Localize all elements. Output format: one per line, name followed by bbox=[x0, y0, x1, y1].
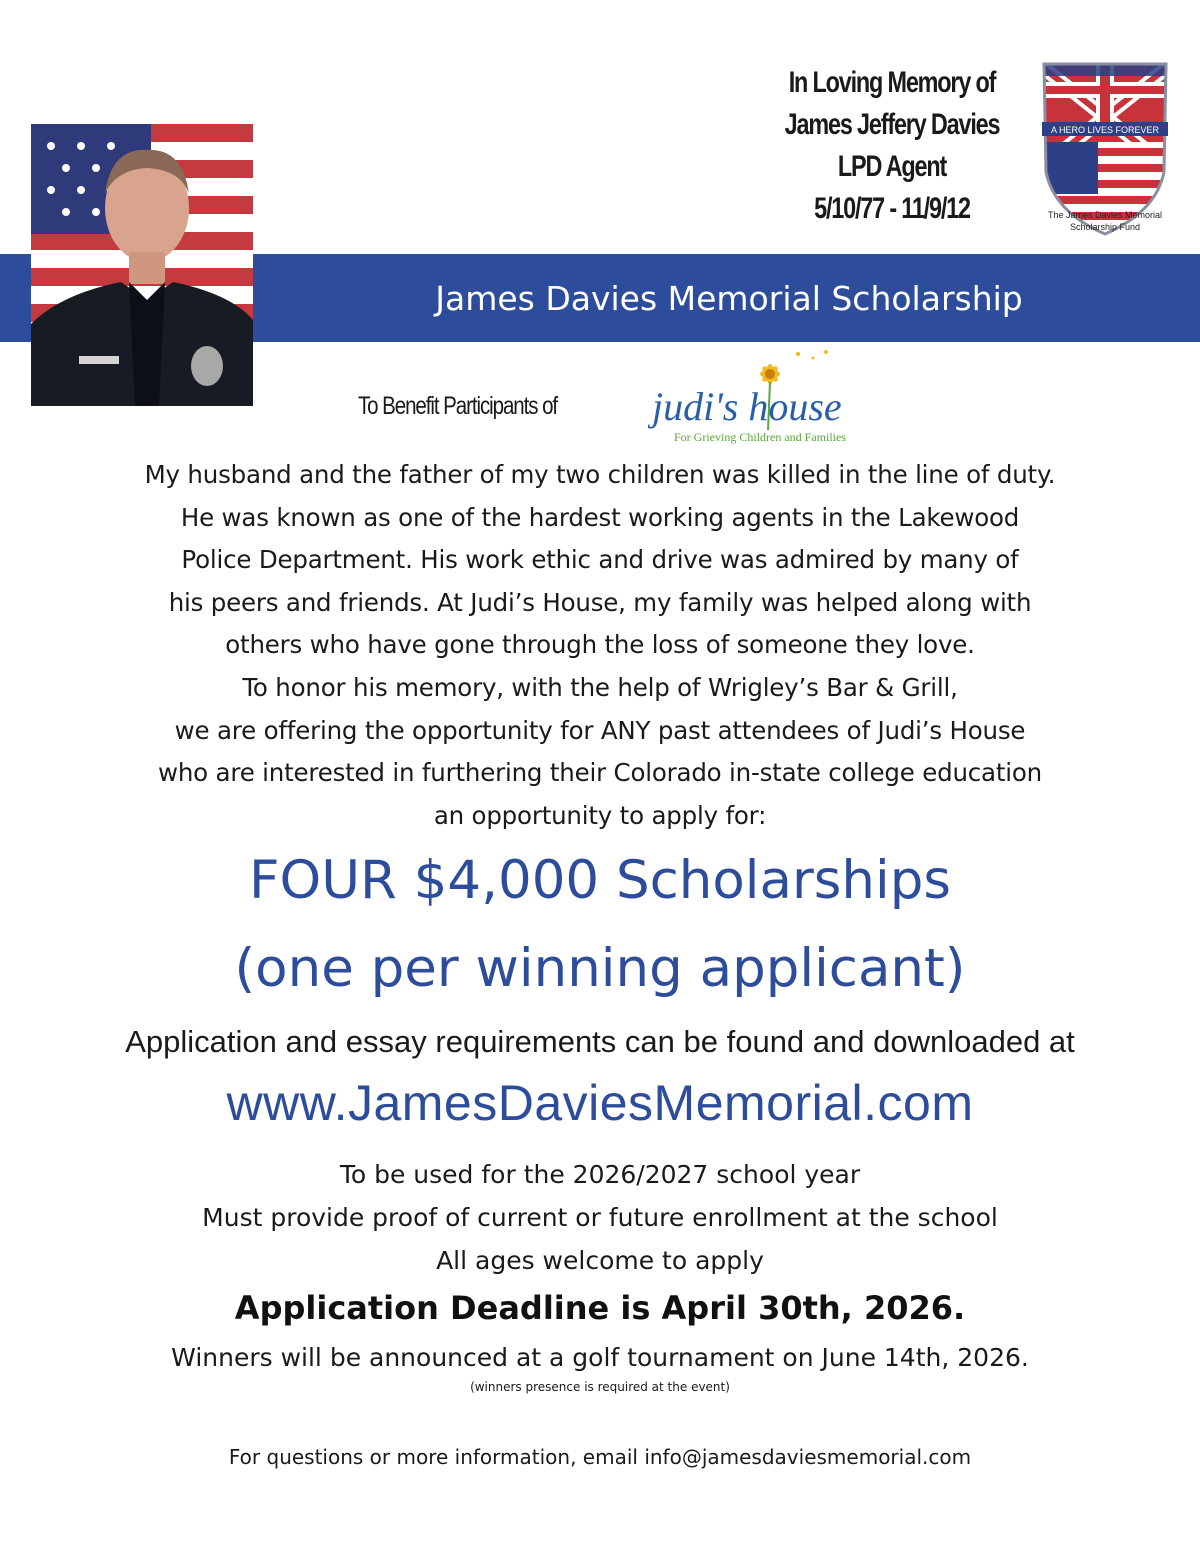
paragraph-line: who are interested in furthering their Colorado in-state college education bbox=[158, 758, 1042, 788]
memorial-rank: LPD Agent bbox=[837, 150, 947, 183]
application-instructions: Application and essay requirements can be found and downloaded at bbox=[125, 1024, 1075, 1059]
paragraph-line: we are offering the opportunity for ANY past attendees of Judi’s House bbox=[174, 715, 1026, 745]
requirements-list bbox=[0, 1153, 1200, 1282]
website-link[interactable]: www.JamesDaviesMemorial.com bbox=[226, 1075, 974, 1131]
presence-note: (winners presence is required at the event) bbox=[470, 1380, 730, 1394]
paragraph-line: He was known as one of the hardest working agents in the Lakewood bbox=[180, 502, 1020, 532]
judis-subtitle: For Grieving Children and Families bbox=[674, 430, 846, 444]
officer-portrait bbox=[31, 124, 253, 406]
paragraph-line: his peers and friends. At Judi’s House, my family was helped along with bbox=[168, 587, 1032, 617]
paragraph-line: Police Department. His work ethic and drive was admired by many of bbox=[181, 545, 1019, 575]
application-deadline: Application Deadline is April 30th, 2026. bbox=[234, 1289, 966, 1327]
memorial-line: In Loving Memory of bbox=[788, 66, 996, 99]
story-paragraph bbox=[0, 454, 1200, 837]
paragraph-line: To honor his memory, with the help of Wrigley’s Bar & Grill, bbox=[242, 672, 958, 702]
requirement-item: Must provide proof of current or future enrollment at the school bbox=[202, 1203, 998, 1232]
memorial-heading bbox=[773, 62, 1010, 230]
memorial-name: James Jeffery Davies bbox=[784, 108, 1000, 141]
crest-banner-text: A HERO LIVES FOREVER bbox=[1050, 125, 1160, 135]
paragraph-line: My husband and the father of my two children was killed in the line of duty. bbox=[144, 460, 1056, 489]
scholarship-headline: FOUR $4,000 Scholarships bbox=[249, 850, 951, 911]
paragraph-line: an opportunity to apply for: bbox=[433, 800, 767, 830]
benefit-line: To Benefit Participants of bbox=[358, 392, 558, 420]
judis-logo-text: judi's house bbox=[652, 384, 842, 429]
crest-caption-line: Scholarship Fund bbox=[1069, 222, 1141, 232]
requirement-item: All ages welcome to apply bbox=[436, 1246, 764, 1275]
contact-info: For questions or more information, email info@jamesdaviesmemorial.com bbox=[228, 1445, 972, 1469]
scholarship-subheadline: (one per winning applicant) bbox=[234, 938, 966, 999]
requirement-item: To be used for the 2026/2027 school year bbox=[339, 1160, 861, 1189]
paragraph-line: others who have gone through the loss of someone they love. bbox=[225, 630, 975, 660]
scholarship-title: James Davies Memorial Scholarship bbox=[435, 279, 1023, 318]
memorial-dates: 5/10/77 - 11/9/12 bbox=[814, 192, 970, 225]
crest-caption bbox=[1030, 209, 1180, 233]
crest-caption-line: The James Davies Memorial bbox=[1047, 210, 1163, 220]
winners-announcement: Winners will be announced at a golf tournament on June 14th, 2026. bbox=[171, 1343, 1029, 1372]
